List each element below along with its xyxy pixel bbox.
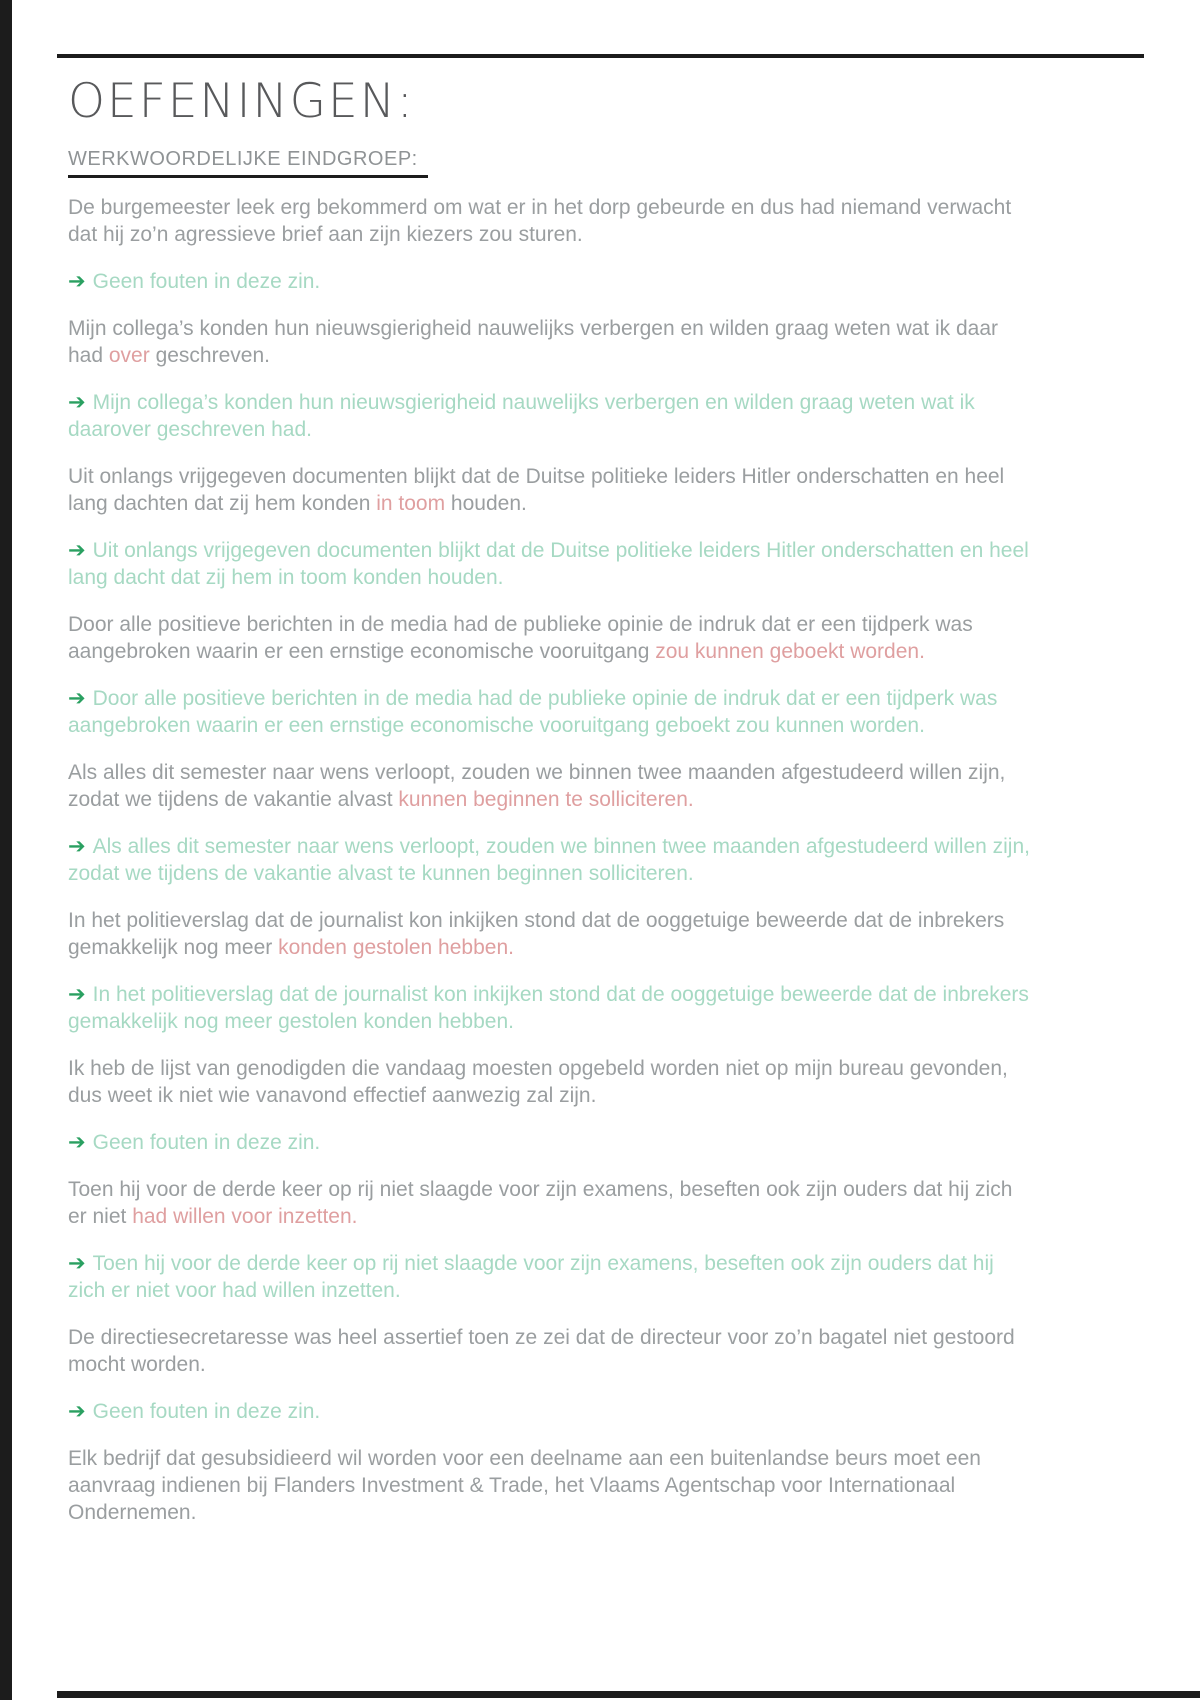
sentence-error-text: over [108, 343, 150, 367]
sentence-text: In het politieverslag dat de journalist kon inkijken stond dat de ooggetuige beweerde dat de inbrekers gemakkelijk nog meer [68, 908, 1005, 959]
left-edge-bar [0, 0, 12, 1700]
correction-line [68, 981, 1035, 1035]
exercise-block [68, 907, 1035, 1035]
exercise-sentence [68, 907, 1035, 961]
exercise-sentence [68, 315, 1035, 369]
exercise-sentence [68, 1055, 1035, 1109]
correction-line [68, 268, 1035, 295]
exercise-block [68, 1445, 1035, 1526]
exercise-sentence [68, 1445, 1035, 1526]
exercise-block [68, 194, 1035, 295]
sentence-text: Door alle positieve berichten in de media had de publieke opinie de indruk dat er een tijdperk was aangebroken waarin er een ernstige economische vooruitgang [68, 612, 973, 663]
exercise-sentence [68, 1324, 1035, 1378]
exercise-block [68, 463, 1035, 591]
arrow-right-icon: ➔ [68, 390, 86, 414]
exercise-block [68, 1176, 1035, 1304]
sentence-error-text: konden gestolen hebben. [278, 935, 514, 959]
correction-text: Als alles dit semester naar wens verloopt, zouden we binnen twee maanden afgestudeerd willen zijn, zodat we tijdens de vakantie alvast te kunnen beginnen solliciteren. [68, 834, 1030, 885]
correction-text: Geen fouten in deze zin. [92, 1130, 321, 1154]
arrow-right-icon: ➔ [68, 1399, 86, 1423]
exercise-sentence [68, 759, 1035, 813]
arrow-right-icon: ➔ [68, 538, 86, 562]
sentence-text: De burgemeester leek erg bekommerd om wat er in het dorp gebeurde en dus had niemand verwacht dat hij zo’n agressieve brief aan zijn kiezers zou sturen. [68, 195, 1012, 246]
arrow-right-icon: ➔ [68, 982, 86, 1006]
exercise-block [68, 315, 1035, 443]
arrow-right-icon: ➔ [68, 834, 86, 858]
sentence-text: De directiesecretaresse was heel assertief toen ze zei dat de directeur voor zo’n bagatel niet gestoord mocht worden. [68, 1325, 1015, 1376]
sentence-text: geschreven. [149, 343, 270, 367]
correction-text: Mijn collega’s konden hun nieuwsgierigheid nauwelijks verbergen en wilden graag weten wat ik daarover geschreven had. [68, 390, 975, 441]
exercise-sentence [68, 194, 1035, 248]
arrow-right-icon: ➔ [68, 269, 86, 293]
sentence-text: Mijn collega’s konden hun nieuwsgierigheid nauwelijks verbergen en wilden graag weten wat ik daar had [68, 316, 999, 367]
correction-text: Uit onlangs vrijgegeven documenten blijkt dat de Duitse politieke leiders Hitler onderschatten en heel lang dacht dat zij hem in toom konden houden. [68, 538, 1029, 589]
page-title: OEFENINGEN: [68, 74, 415, 129]
document-content [68, 76, 1035, 1546]
sentence-text: Elk bedrijf dat gesubsidieerd wil worden voor een deelname aan een buitenlandse beurs moet een aanvraag indienen bij Flanders Investment & Trade, het Vlaams Agentschap voor Internationaal Ondernemen. [68, 1446, 981, 1524]
arrow-right-icon: ➔ [68, 1251, 86, 1275]
arrow-right-icon: ➔ [68, 1130, 86, 1154]
correction-line [68, 685, 1035, 739]
sentence-text: houden. [445, 491, 527, 515]
correction-line [68, 833, 1035, 887]
correction-text: Door alle positieve berichten in de media had de publieke opinie de indruk dat er een tijdperk was aangebroken waarin er een ernstige economische vooruitgang geboekt zou kunnen worden. [68, 686, 998, 737]
exercise-sentence [68, 463, 1035, 517]
exercise-block [68, 1055, 1035, 1156]
sentence-text: Ik heb de lijst van genodigden die vandaag moesten opgebeld worden niet op mijn bureau gevonden, dus weet ik niet wie vanavond effectief aanwezig zal zijn. [68, 1056, 1008, 1107]
correction-line [68, 1129, 1035, 1156]
correction-text: Geen fouten in deze zin. [92, 269, 321, 293]
bottom-horizontal-rule [57, 1691, 1200, 1698]
exercise-sentence [68, 1176, 1035, 1230]
exercise-block [68, 611, 1035, 739]
correction-line [68, 537, 1035, 591]
exercise-block [68, 759, 1035, 887]
sentence-error-text: kunnen beginnen te solliciteren. [398, 787, 694, 811]
arrow-right-icon: ➔ [68, 686, 86, 710]
sentence-text: Uit onlangs vrijgegeven documenten blijkt dat de Duitse politieke leiders Hitler onderschatten en heel lang dachten dat zij hem konden [68, 464, 1005, 515]
section-heading: WERKWOORDELIJKE EINDGROEP: [68, 148, 428, 178]
exercise-block [68, 1324, 1035, 1425]
correction-text: Toen hij voor de derde keer op rij niet slaagde voor zijn examens, beseften ook zijn ouders dat hij zich er niet voor had willen inzetten. [68, 1251, 994, 1302]
sentence-text: Als alles dit semester naar wens verloopt, zouden we binnen twee maanden afgestudeerd willen zijn, zodat we tijdens de vakantie alvast [68, 760, 1006, 811]
correction-line [68, 389, 1035, 443]
correction-line [68, 1250, 1035, 1304]
correction-line [68, 1398, 1035, 1425]
exercise-list [68, 194, 1035, 1526]
sentence-error-text: zou kunnen geboekt worden. [655, 639, 925, 663]
sentence-error-text: had willen voor inzetten. [132, 1204, 358, 1228]
top-horizontal-rule [57, 54, 1144, 58]
sentence-text: Toen hij voor de derde keer op rij niet slaagde voor zijn examens, beseften ook zijn ouders dat hij zich er niet [68, 1177, 1013, 1228]
correction-text: Geen fouten in deze zin. [92, 1399, 321, 1423]
correction-text: In het politieverslag dat de journalist kon inkijken stond dat de ooggetuige beweerde dat de inbrekers gemakkelijk nog meer gestolen konden hebben. [68, 982, 1029, 1033]
exercise-sentence [68, 611, 1035, 665]
sentence-error-text: in toom [376, 491, 446, 515]
